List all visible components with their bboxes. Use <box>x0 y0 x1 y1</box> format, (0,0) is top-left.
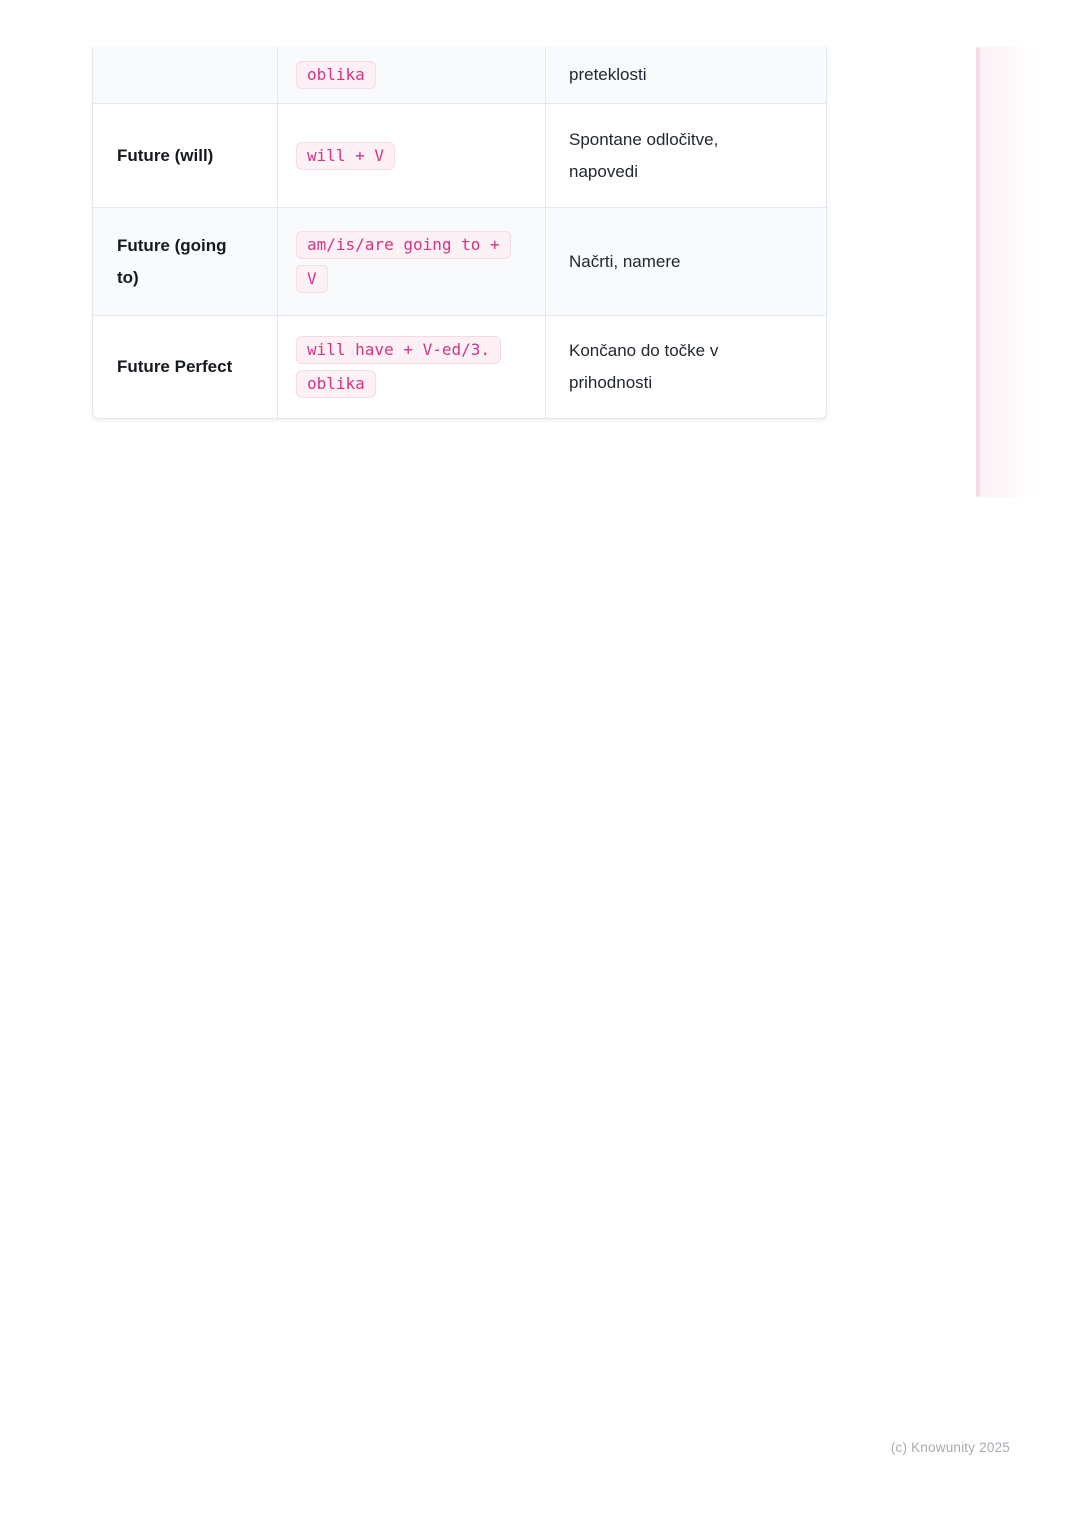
tense-cell <box>93 316 278 418</box>
tense-cell <box>93 104 278 207</box>
formula-stack <box>296 142 395 170</box>
code-badge: oblika <box>296 61 376 89</box>
formula-cell <box>278 104 546 207</box>
formula-stack <box>296 336 501 398</box>
formula-cell <box>278 208 546 315</box>
tense-label: Future (will) <box>117 145 214 165</box>
usage-text: Končano do točke v prihodnosti <box>569 341 719 392</box>
usage-text: Spontane odločitve, napovedi <box>569 129 719 181</box>
usage-text: Načrti, namere <box>569 251 681 271</box>
table-row <box>93 207 826 315</box>
usage-text: preteklosti <box>569 65 647 84</box>
tense-label: Future Perfect <box>117 357 233 376</box>
table-row <box>93 315 826 418</box>
code-badge: am/is/are going to + <box>296 231 511 259</box>
tense-cell <box>93 47 278 103</box>
tense-cell <box>93 208 278 315</box>
code-badge: oblika <box>296 370 376 398</box>
usage-cell <box>546 316 826 418</box>
tenses-table <box>92 47 827 419</box>
copyright-footer: (c) Knowunity 2025 <box>890 1440 1010 1455</box>
highlight-wash <box>980 47 1038 497</box>
formula-cell <box>278 316 546 418</box>
formula-stack <box>296 61 376 89</box>
usage-cell <box>546 208 826 315</box>
code-badge: will have + V-ed/3. <box>296 336 501 364</box>
usage-cell <box>546 47 826 103</box>
formula-cell <box>278 47 546 103</box>
usage-cell <box>546 104 826 207</box>
code-badge: V <box>296 265 328 293</box>
tense-label: Future (going to) <box>117 235 227 287</box>
code-badge: will + V <box>296 142 395 170</box>
table-row <box>93 47 826 103</box>
table-row <box>93 103 826 207</box>
formula-stack <box>296 231 511 293</box>
highlight-stroke <box>976 47 980 497</box>
